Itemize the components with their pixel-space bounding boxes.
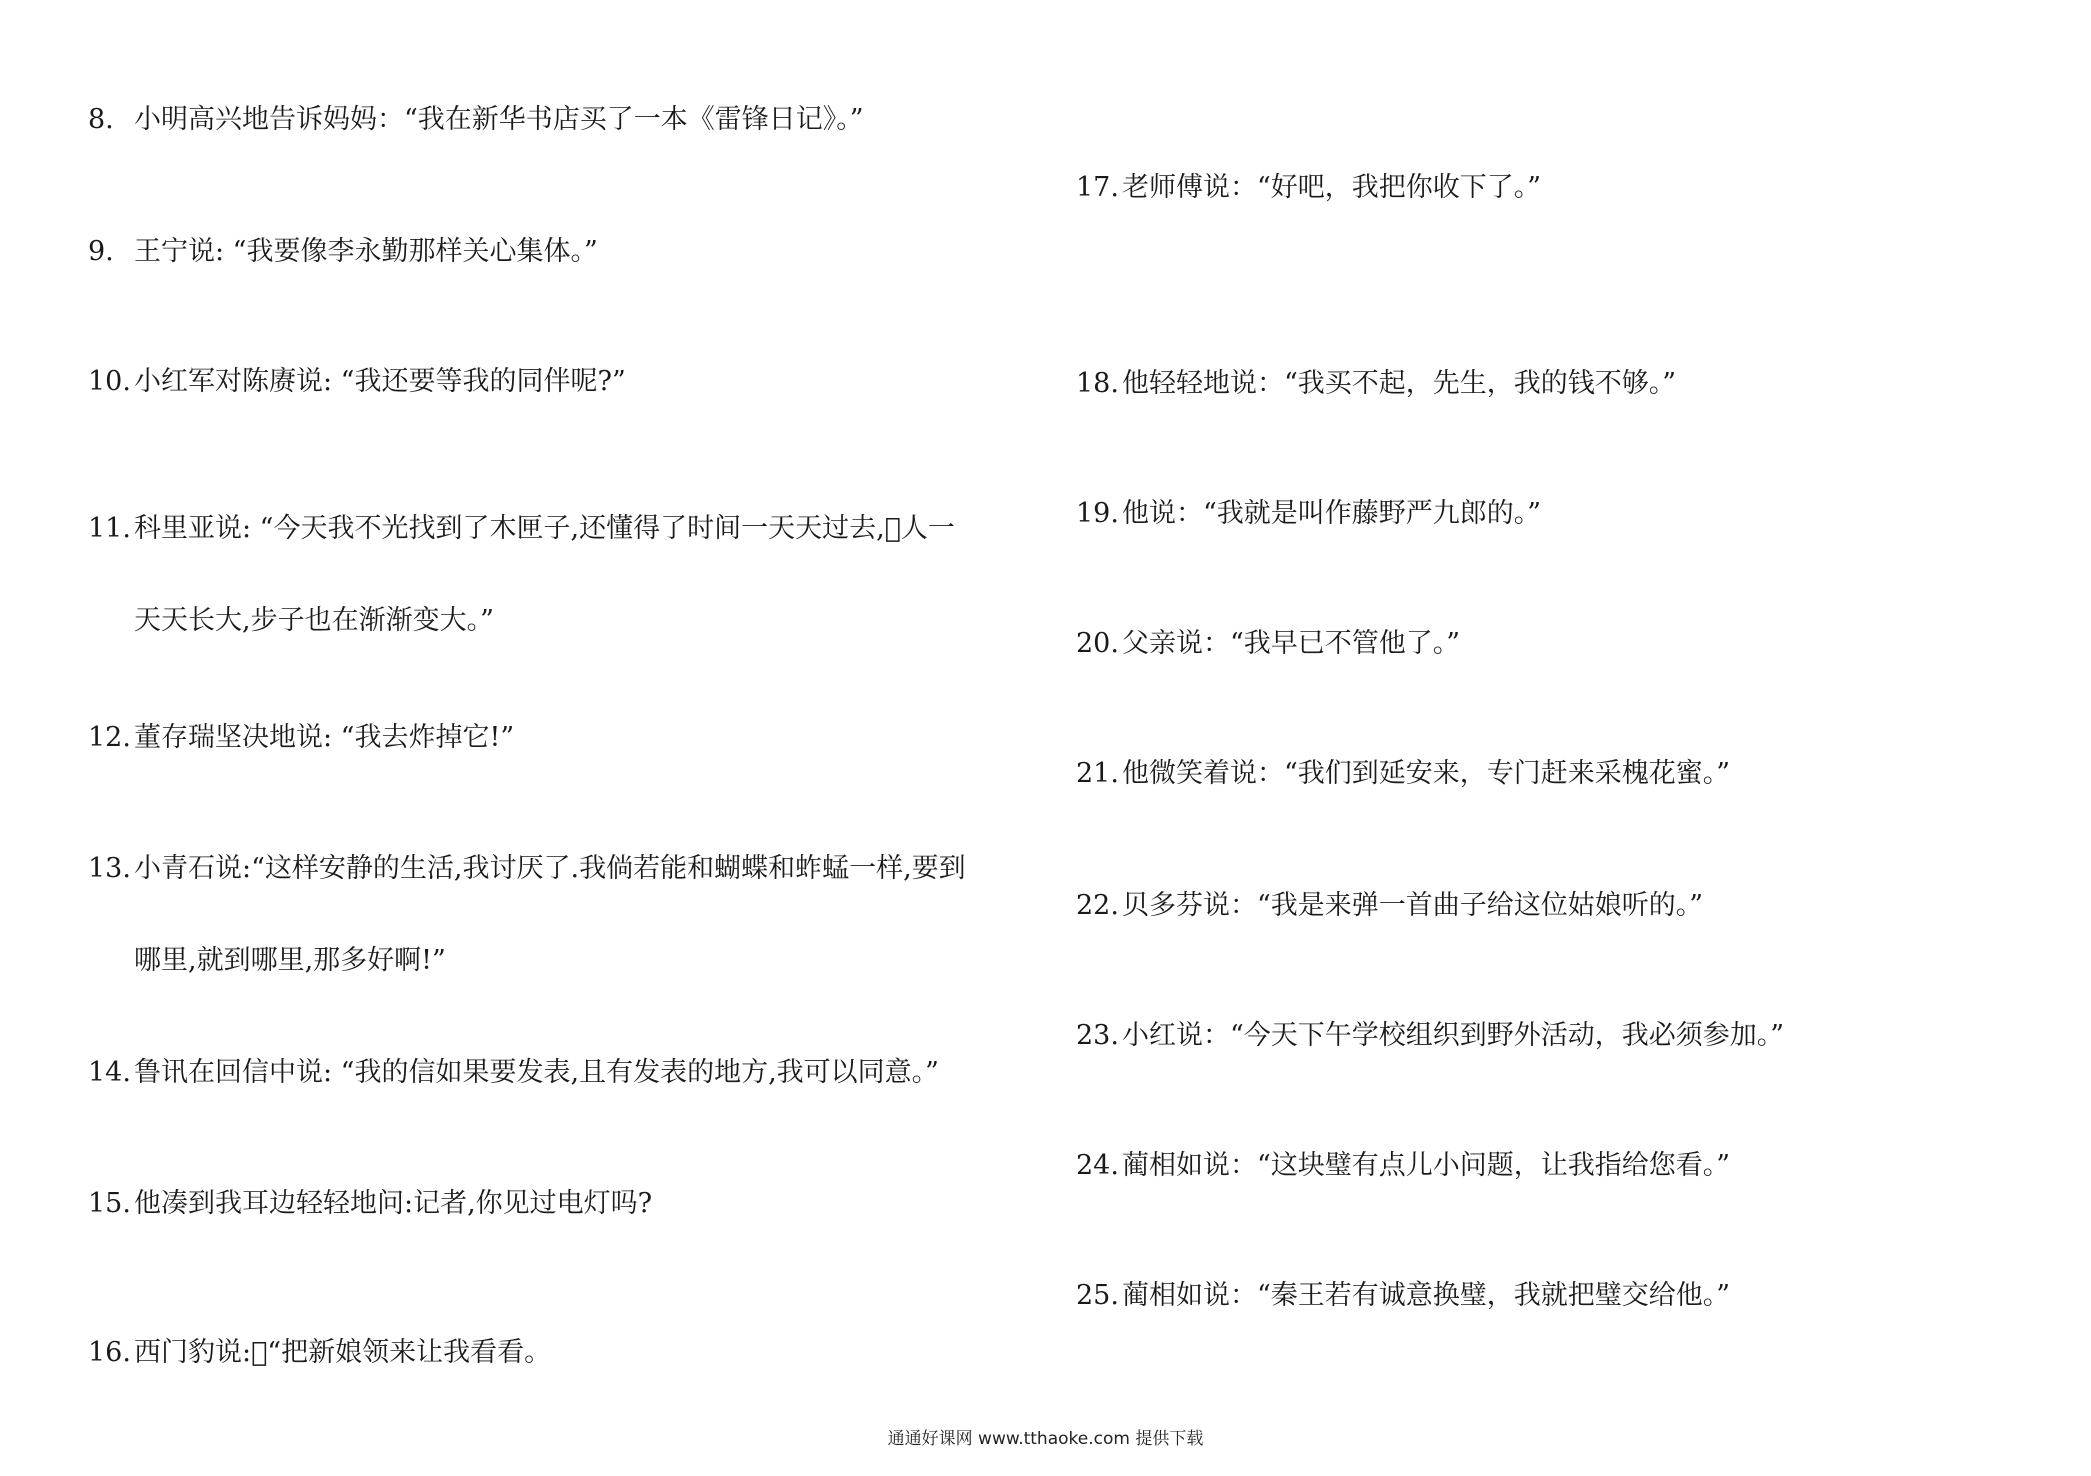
item-number: 20. <box>1076 628 1119 659</box>
list-item <box>1076 1276 1730 1316</box>
item-number: 9. <box>88 236 114 267</box>
list-item <box>1076 168 1541 208</box>
list-item <box>88 1184 652 1224</box>
item-number: 24. <box>1076 1150 1119 1181</box>
item-number: 16. <box>88 1337 131 1368</box>
list-item <box>1076 364 1676 404</box>
list-item <box>88 362 626 402</box>
item-text: 小红说：“今天下午学校组织到野外活动，我必须参加。” <box>1122 1020 1785 1051</box>
item-text: 蔺相如说：“秦王若有诚意换璧，我就把璧交给他。” <box>1122 1280 1731 1311</box>
item-number: 23. <box>1076 1020 1119 1051</box>
list-item <box>88 1053 939 1093</box>
item-text: 王宁说: “我要像李永勤那样关心集体。” <box>134 236 598 267</box>
item-text: 小红军对陈赓说: “我还要等我的同伴呢?” <box>134 366 626 397</box>
item-text: 他凑到我耳边轻轻地问:记者,你见过电灯吗? <box>134 1188 653 1219</box>
item-number: 15. <box>88 1188 131 1219</box>
item-number: 19. <box>1076 498 1119 529</box>
item-number: 14. <box>88 1057 131 1088</box>
item-text: 父亲说：“我早已不管他了。” <box>1122 628 1461 659</box>
item-number: 25. <box>1076 1280 1119 1311</box>
item-number: 17. <box>1076 172 1119 203</box>
item-number: 18. <box>1076 368 1119 399</box>
item-number: 10. <box>88 366 131 397</box>
item-text: 西门豹说: “把新娘领来让我看看。 <box>134 1337 552 1368</box>
list-item <box>88 718 514 758</box>
list-item <box>1076 754 1730 794</box>
item-number: 21. <box>1076 758 1119 789</box>
item-text: 小明高兴地告诉妈妈：“我在新华书店买了一本《雷锋日记》。” <box>134 104 864 135</box>
item-number: 11. <box>88 513 131 544</box>
list-item <box>88 1333 551 1373</box>
list-item <box>1076 494 1541 534</box>
item-text: 蔺相如说：“这块璧有点儿小问题，让我指给您看。” <box>1122 1150 1731 1181</box>
item-number: 13. <box>88 853 131 884</box>
list-item <box>1076 624 1460 664</box>
list-item <box>1076 886 1703 926</box>
item-number: 22. <box>1076 890 1119 921</box>
list-item <box>88 100 864 140</box>
footer-credit: 通通好课网 www.tthaoke.com 提供下载 <box>887 1429 1204 1449</box>
item-text-continuation: 哪里,就到哪里,那多好啊!” <box>134 945 446 976</box>
list-item <box>1076 1016 1784 1056</box>
item-text-continuation: 天天长大,步子也在渐渐变大。” <box>134 605 494 636</box>
list-item <box>88 509 955 641</box>
item-number: 8. <box>88 104 114 135</box>
item-text: 鲁讯在回信中说: “我的信如果要发表,且有发表的地方,我可以同意。” <box>134 1057 939 1088</box>
item-text: 他微笑着说：“我们到延安来，专门赶来采槐花蜜。” <box>1122 758 1731 789</box>
item-text: 董存瑞坚决地说: “我去炸掉它!” <box>134 722 515 753</box>
list-item <box>88 849 966 981</box>
item-text: 老师傅说：“好吧，我把你收下了。” <box>1122 172 1542 203</box>
list-item <box>1076 1146 1730 1186</box>
item-number: 12. <box>88 722 131 753</box>
list-item <box>88 232 598 272</box>
item-text: 小青石说:“这样安静的生活,我讨厌了.我倘若能和蝴蝶和蚱蜢一样,要到 <box>134 853 966 884</box>
item-text: 科里亚说: “今天我不光找到了木匣子,还懂得了时间一天天过去, 人一 <box>134 513 955 544</box>
item-text: 贝多芬说：“我是来弹一首曲子给这位姑娘听的。” <box>1122 890 1704 921</box>
item-text: 他轻轻地说：“我买不起，先生，我的钱不够。” <box>1122 368 1677 399</box>
item-text: 他说：“我就是叫作藤野严九郎的。” <box>1122 498 1542 529</box>
